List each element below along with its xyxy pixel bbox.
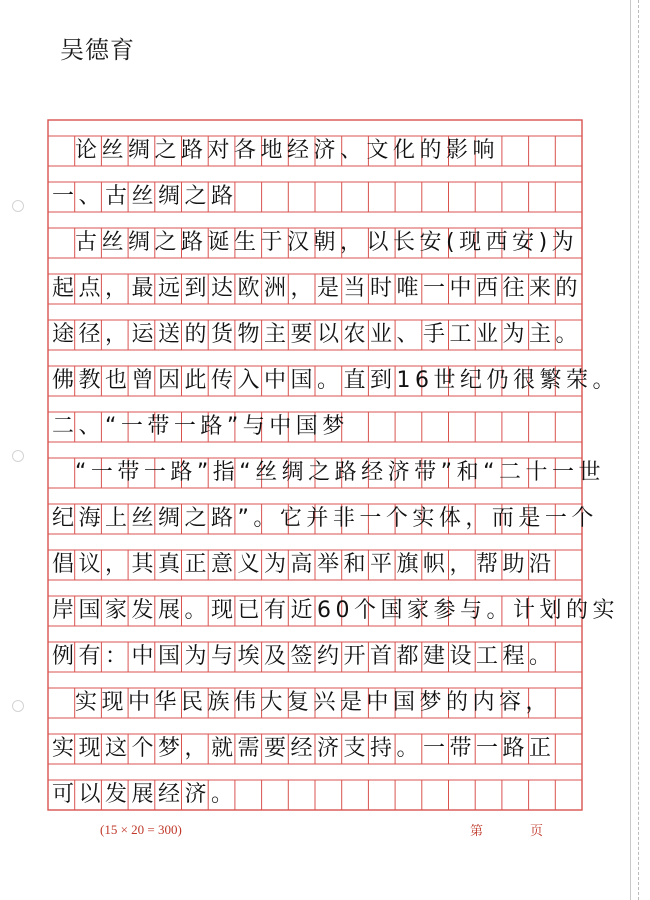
- essay-line: 二、“一带一路”与中国梦: [52, 414, 349, 439]
- page-label-left: 第: [470, 824, 484, 839]
- essay-line: 例有：中国为与埃及签约开首都建设工程。: [52, 644, 556, 669]
- author-name: 吴德育: [60, 36, 135, 64]
- essay-line: 佛教也曾因此传入中国。直到16世纪仍很繁荣。: [52, 368, 619, 393]
- essay-line: “一带一路”指“丝绸之路经济带”和“二十一世: [52, 460, 605, 485]
- essay-line: 古丝绸之路诞生于汉朝，以长安(现西安)为: [52, 230, 579, 255]
- essay-line: 可以发展经济。: [52, 782, 238, 807]
- essay-line: 实现这个梦，就需要经济支持。一带一路正: [52, 736, 556, 761]
- essay-line: 岸国家发展。现已有近60个国家参与。计划的实: [52, 598, 619, 623]
- essay-line: 途径，运送的货物主要以农业、手工业为主。: [52, 322, 583, 347]
- essay-line: 纪海上丝绸之路”。它并非一个实体，而是一个: [52, 506, 598, 531]
- essay-line: 倡议，其真正意义为高举和平旗帜，帮助沿: [52, 552, 556, 577]
- essay-line: 实现中华民族伟大复兴是中国梦的内容，: [52, 690, 552, 715]
- grid-count-label: (15 × 20 = 300): [100, 822, 182, 837]
- essay-line: 一、古丝绸之路: [52, 184, 238, 209]
- essay-line: 论丝绸之路对各地经济、文化的影响: [52, 138, 499, 163]
- essay-line: 起点，最远到达欧洲，是当时唯一中西往来的: [52, 276, 583, 301]
- page-label-right: 页: [530, 824, 544, 839]
